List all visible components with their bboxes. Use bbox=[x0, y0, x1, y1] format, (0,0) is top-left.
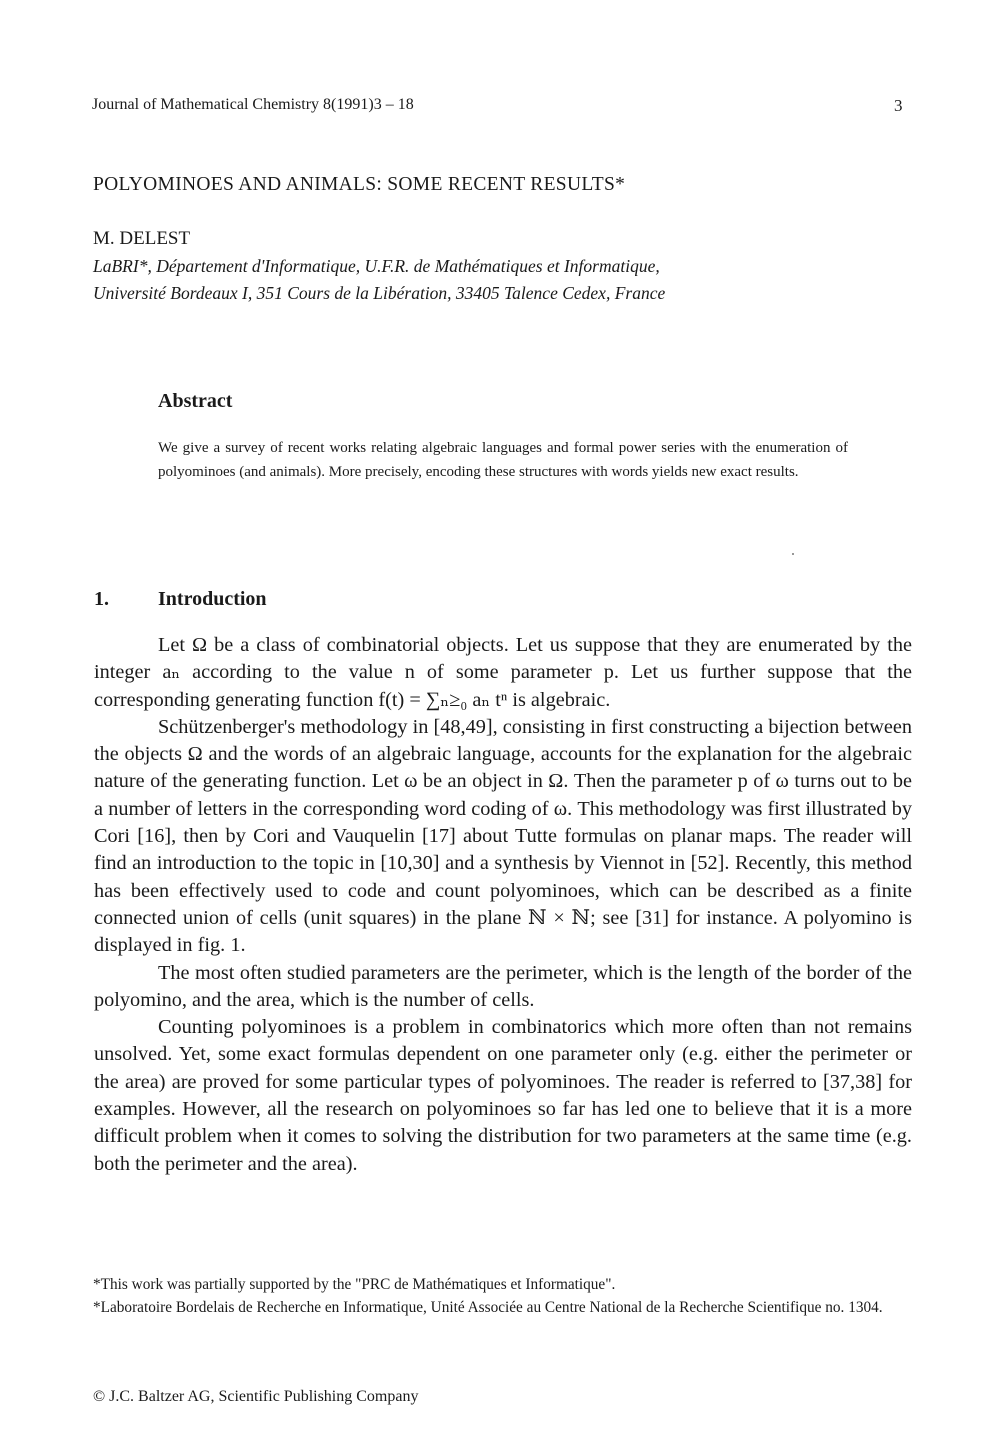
section-number: 1. bbox=[94, 588, 109, 610]
intro-paragraph-4: Counting polyominoes is a problem in combinatorics which more often than not remains unsolved. Yet, some exact formulas dependent on one parameter only (e.g. either the perimeter or the area) are proved for some particular types of polyominoes. The reader is referred to [37,38] for examples. However, all the research on polyominoes so far has led one to believe that it is a more difficult problem when it comes to solving the distribution for two parameters at the same time (e.g. both the perimeter and the area). bbox=[94, 1016, 912, 1175]
abstract-text: We give a survey of recent works relating algebraic languages and formal power series with the enumeration of polyominoes (and animals). More precisely, encoding these structures with words yields new exact results. bbox=[158, 440, 848, 480]
scan-speck bbox=[792, 553, 794, 555]
section-title: Introduction bbox=[158, 588, 267, 610]
introduction-body bbox=[94, 632, 912, 1178]
footnote-2: *Laboratoire Bordelais de Recherche en Informatique, Unité Associée au Centre National de la Recherche Scientifique no. 1304. bbox=[93, 1299, 883, 1316]
copyright-notice: © J.C. Baltzer AG, Scientific Publishing Company bbox=[93, 1388, 419, 1405]
abstract-heading: Abstract bbox=[158, 390, 233, 412]
affiliation-line-1: LaBRI*, Département d'Informatique, U.F.R. de Mathématiques et Informatique, bbox=[93, 256, 660, 276]
article-title: POLYOMINOES AND ANIMALS: SOME RECENT RESULTS* bbox=[93, 174, 626, 195]
intro-paragraph-2: Schützenberger's methodology in [48,49], consisting in first constructing a bijection between the objects Ω and the words of an algebraic language, accounts for the explanation for the algebraic nature of the generating function. Let ω be an object in Ω. Then the parameter p of ω turns out to be a number of letters in the corresponding word coding of ω. This methodology was first illustrated by Cori [16], then by Cori and Vauquelin [17] about Tutte formulas on planar maps. The reader will find an introduction to the topic in [10,30] and a synthesis by Viennot in [52]. Recently, this method has been effectively used to code and count polyominoes, which can be described as a finite connected union of cells (unit squares) in the plane ℕ × ℕ; see [31] for instance. A polyomino is displayed in fig. 1. bbox=[94, 715, 912, 957]
page-number: 3 bbox=[894, 96, 903, 115]
affiliation-line-2: Université Bordeaux I, 351 Cours de la Libération, 33405 Talence Cedex, France bbox=[93, 283, 666, 303]
running-head: Journal of Mathematical Chemistry 8(1991)3 – 18 bbox=[92, 96, 414, 113]
intro-paragraph-1: Let Ω be a class of combinatorial objects. Let us suppose that they are enumerated by the integer aₙ according to the value n of some parameter p. Let us further suppose that the corresponding generating function f(t) = ∑ₙ≥₀ aₙ tⁿ is algebraic. bbox=[94, 634, 912, 711]
author: M. DELEST bbox=[93, 228, 191, 249]
intro-paragraph-3: The most often studied parameters are the perimeter, which is the length of the border of the polyomino, and the area, which is the number of cells. bbox=[94, 961, 912, 1011]
footnote-1: *This work was partially supported by the "PRC de Mathématiques et Informatique". bbox=[93, 1276, 616, 1293]
